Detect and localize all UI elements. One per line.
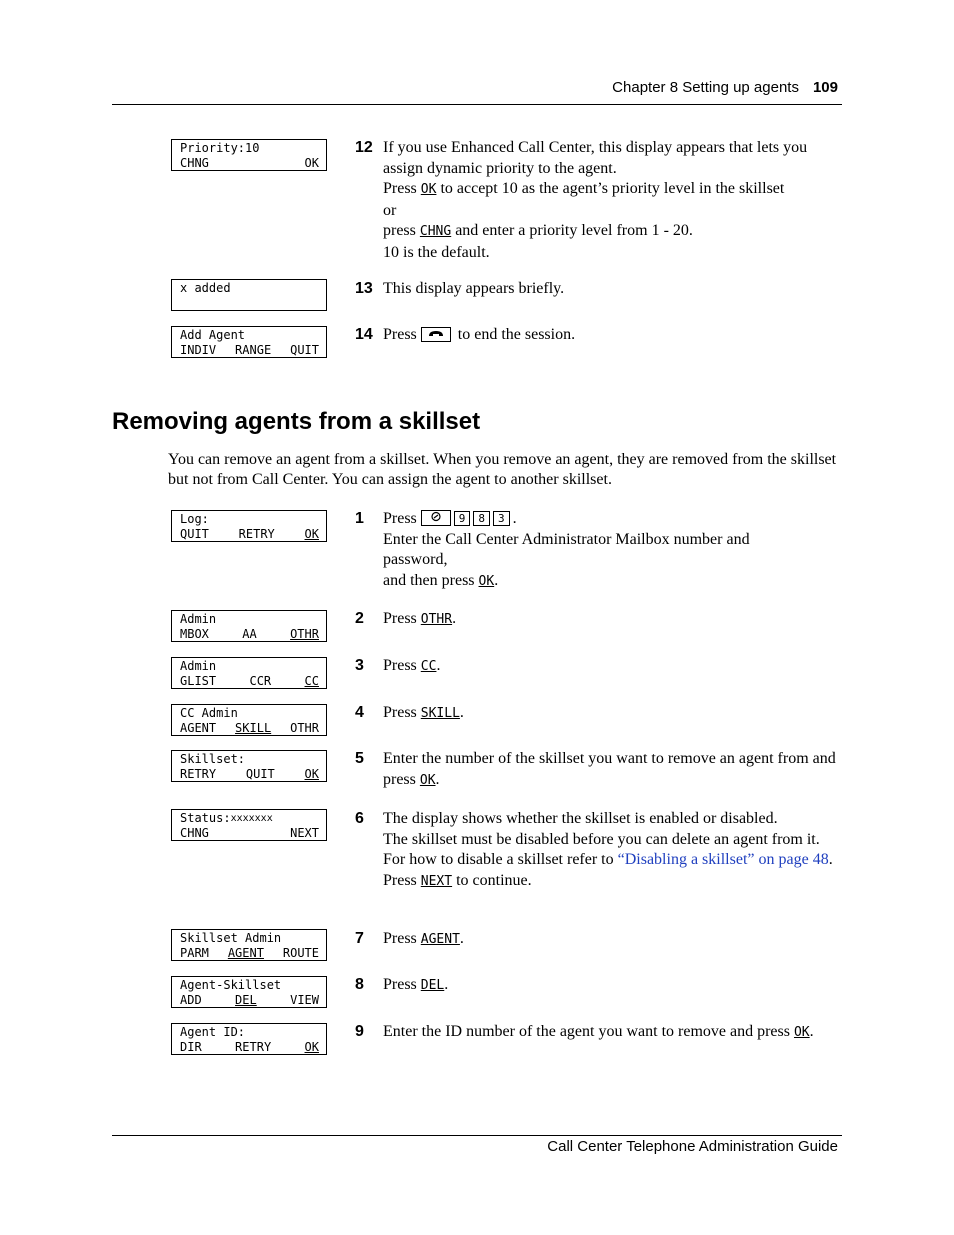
step-7-text: Press AGENT. [383,930,464,947]
step-number: 3 [355,657,364,674]
step-number: 14 [355,326,373,343]
step-14-text: Press to end the session. [383,326,576,343]
display-line: Priority:10 [180,141,260,155]
step-2-text: Press OTHR. [383,610,457,627]
display-added [171,279,327,311]
running-footer: Call Center Telephone Administration Guide [547,1138,838,1155]
running-header [612,79,838,96]
display-agent-skillset: Agent-Skillset ADD DEL VIEW [171,976,327,1008]
step-number: 7 [355,930,364,947]
step-number: 4 [355,704,364,721]
step-number: 9 [355,1023,364,1040]
display-agent-id: Agent ID: DIR RETRY OK [171,1023,327,1055]
step-number: 8 [355,976,364,993]
intro-paragraph: You can remove an agent from a skillset. When you remove an agent, they are removed from the skillset but not from Call Center. You can assign the agent to another skillset. [168,451,837,488]
cross-reference-link[interactable]: “Disabling a skillset” on page 48 [617,851,829,868]
feature-key-icon [421,510,451,526]
display-skillset-admin: Skillset Admin PARM AGENT ROUTE [171,929,327,961]
footer-rule [112,1135,842,1136]
display-line: x added [180,281,231,295]
softkey-label: RANGE [235,343,272,357]
step-number: 5 [355,750,364,767]
step-12-text: If you use Enhanced Call Center, this display appears that lets you assign dynamic priority to the agent. Press OK to accept 10 as the agent’s priority level in the skillset or press CHNG and enter a priority level from 1 - 20. 10 is the default. [383,139,808,261]
step-9-text: Enter the ID number of the agent you want to remove and press OK. [383,1023,814,1040]
step-8-text: Press DEL. [383,976,449,993]
step-number: 1 [355,510,364,527]
softkey-label: QUIT [290,343,319,357]
dial-key: 8 [473,511,490,526]
step-6-text: The display shows whether the skillset is enabled or disabled. The skillset must be disabled before you can delete an agent from it. For how to disable a skillset refer to “Disabling a skillset” on page 48. Press NEXT to continue. [383,810,833,889]
display-admin-cc: Admin GLIST CCR CC [171,657,327,689]
display-status: Status: xxxxxxx CHNG NEXT [171,809,327,841]
step-number: 12 [355,139,373,156]
softkey-chng: CHNG [419,224,452,239]
header-rule [112,104,842,105]
softkey-ok: OK [420,182,437,197]
display-line: Add Agent [180,328,246,342]
softkey-label: OK [304,156,319,170]
dial-key: 3 [493,511,510,526]
step-5-text: Enter the number of the skillset you want to remove an agent from and press OK. [383,750,836,788]
step-number: 13 [355,280,373,297]
softkey-label: INDIV [180,343,217,357]
step-number: 2 [355,610,364,627]
display-cc-admin: CC Admin AGENT SKILL OTHR [171,704,327,736]
display-priority [171,139,327,171]
display-add-agent [171,326,327,358]
step-3-text: Press CC. [383,657,441,674]
step-4-text: Press SKILL. [383,704,464,721]
section-title: Removing agents from a skillset [112,408,481,435]
step-number: 6 [355,810,364,827]
display-log: Log: QUIT RETRY OK [171,510,327,542]
dial-key: 9 [454,511,471,526]
display-skillset: Skillset: RETRY QUIT OK [171,750,327,782]
step-13-text: This display appears briefly. [383,280,565,297]
step-1-text: Press 9 8 3 . Enter the Call Center Administrator Mailbox number and password, and then press OK. [383,510,750,589]
page-number: 109 [812,79,838,96]
chapter-title: Chapter 8 Setting up agents [612,79,799,96]
release-key-icon [421,327,451,342]
softkey-label: CHNG [180,156,209,170]
display-admin-othr: Admin MBOX AA OTHR [171,610,327,642]
